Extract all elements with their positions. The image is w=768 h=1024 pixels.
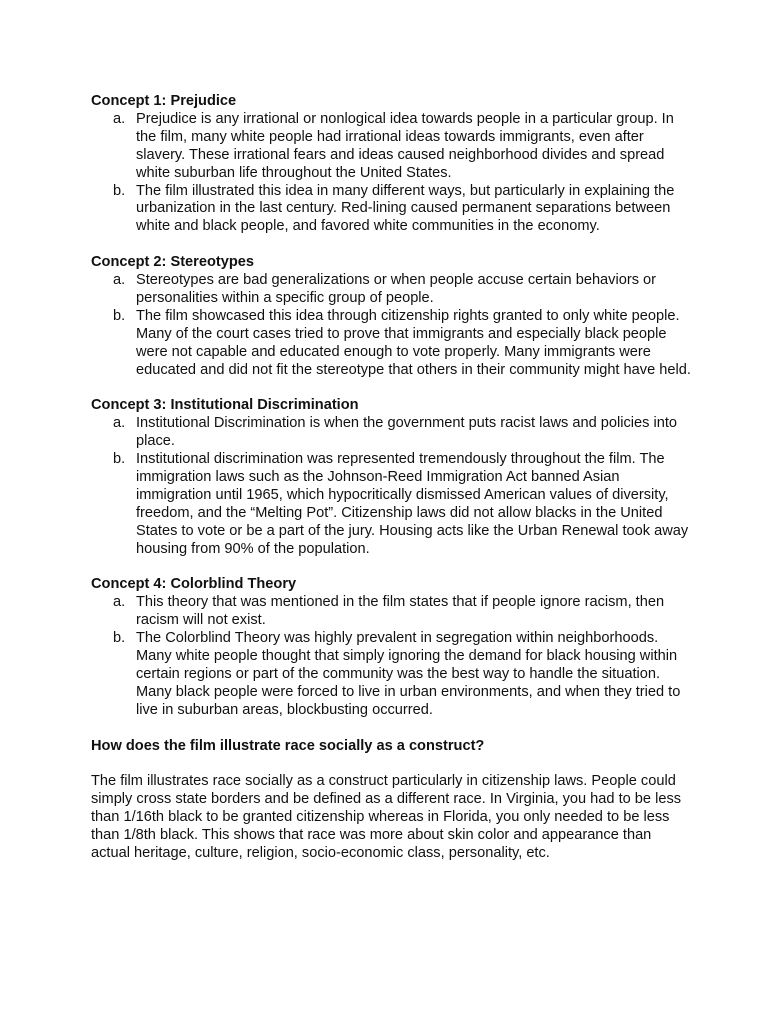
concept-section xyxy=(91,254,691,379)
list-marker: a. xyxy=(113,272,126,289)
concept-section xyxy=(91,397,691,558)
list-item-text: The Colorblind Theory was highly prevalent in segregation within neighborhoods. Many white people thought that simply ignoring the demand for black housing within certain regions or part of the community was the best way to handle the situation. Many black people were forced to live in urban environments, and when they tried to live in suburban areas, blockbusting occurred. xyxy=(136,630,681,718)
document-body xyxy=(91,93,691,863)
list-marker: b. xyxy=(113,630,126,647)
concept-heading: Concept 2: Stereotypes xyxy=(91,254,255,271)
list-item xyxy=(91,308,691,380)
list-item-text: This theory that was mentioned in the film states that if people ignore racism, then racism will not exist. xyxy=(136,594,665,629)
question-heading: How does the film illustrate race socially as a construct? xyxy=(91,737,485,754)
concept-section xyxy=(91,93,691,236)
list-item-text: Prejudice is any irrational or nonlogical idea towards people in a particular group. In the film, many white people had irrational ideas towards immigrants, even after slavery. These irrational fears and ideas caused neighborhood divides and spread white suburban life throughout the United States. xyxy=(136,110,674,181)
list-marker: a. xyxy=(113,415,126,432)
list-marker: b. xyxy=(113,451,126,468)
list-item xyxy=(91,272,691,308)
list-item xyxy=(91,183,691,237)
list-marker: b. xyxy=(113,307,126,324)
concept-section xyxy=(91,576,691,719)
concept-heading: Concept 1: Prejudice xyxy=(91,93,237,109)
list-item-text: Stereotypes are bad generalizations or when people accuse certain behaviors or personalities within a specific group of people. xyxy=(136,272,657,306)
concept-heading: Concept 4: Colorblind Theory xyxy=(91,576,297,593)
list-item xyxy=(91,630,691,720)
list-marker: a. xyxy=(113,594,126,611)
list-item-text: The film showcased this idea through citizenship rights granted to only white people. Many of the court cases tried to prove that immigrants and especially black people were not capable and educated enough to vote properly. Many immigrants were educated and did not fit the stereotype that others in their community might have held. xyxy=(136,307,691,378)
list-item xyxy=(91,111,691,183)
list-item xyxy=(91,594,691,630)
list-item-text: Institutional discrimination was represented tremendously throughout the film. The immigration laws such as the Johnson-Reed Immigration Act banned Asian immigration until 1965, which hypocritically dismissed American values of diversity, freedom, and the “Melting Pot”. Citizenship laws did not allow blacks in the United States to vote or be a part of the jury. Housing acts like the Urban Renewal took away housing from 90% of the population. xyxy=(136,451,689,557)
list-item xyxy=(91,415,691,451)
list-item xyxy=(91,451,691,558)
concept-heading: Concept 3: Institutional Discrimination xyxy=(91,397,359,414)
list-item-text: The film illustrated this idea in many different ways, but particularly in explaining the urbanization in the last century. Red-lining caused permanent separations between white and black people, and favored white communities in the economy. xyxy=(136,182,675,235)
list-marker: b. xyxy=(113,182,126,199)
list-item-text: Institutional Discrimination is when the government puts racist laws and policies into place. xyxy=(136,415,678,450)
answer-paragraph: The film illustrates race socially as a construct particularly in citizenship laws. People could simply cross state borders and be defined as a different race. In Virginia, you had to be less than 1/16th black to be granted citizenship whereas in Florida, you only needed to be less than 1/8th black. This shows that race was more about skin color and appearance than actual heritage, culture, religion, socio-economic class, personality, etc. xyxy=(91,773,682,861)
list-marker: a. xyxy=(113,110,126,127)
